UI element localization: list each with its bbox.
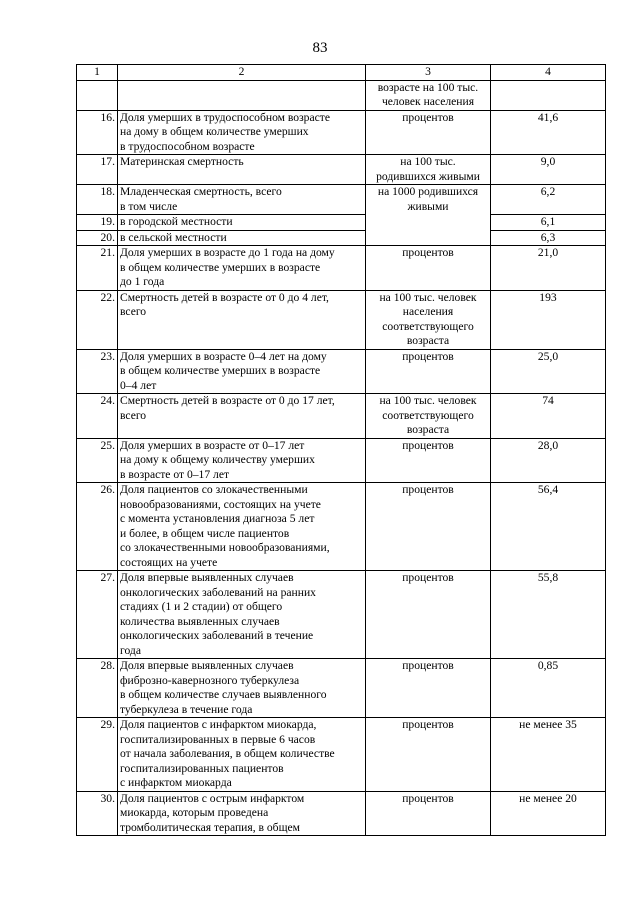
unit-of-measure: на 100 тыс. человек населения соответствующего возраста	[366, 290, 491, 349]
indicator-value	[491, 80, 606, 110]
indicator-name: Доля умерших в трудоспособном возрасте на дому в общем количестве умерших в трудоспособном возрасте	[118, 110, 366, 155]
indicator-name: Смертность детей в возрасте от 0 до 17 лет, всего	[118, 394, 366, 439]
indicator-value: 55,8	[491, 571, 606, 659]
indicator-value: 193	[491, 290, 606, 349]
indicator-value: 6,2	[491, 185, 606, 215]
unit-of-measure: процентов	[366, 110, 491, 155]
indicator-name: Младенческая смертность, всего в том числе	[118, 185, 366, 215]
table-row	[77, 185, 606, 215]
table-header-row	[77, 65, 606, 81]
indicator-name: в городской местности	[118, 215, 366, 231]
row-number: 30.	[77, 791, 118, 836]
unit-of-measure: процентов	[366, 438, 491, 483]
row-number: 17.	[77, 155, 118, 185]
table-row	[77, 155, 606, 185]
row-number: 23.	[77, 349, 118, 394]
indicator-name	[118, 80, 366, 110]
table-row	[77, 230, 606, 246]
indicator-value: 25,0	[491, 349, 606, 394]
unit-of-measure: процентов	[366, 349, 491, 394]
row-number	[77, 80, 118, 110]
table-row	[77, 394, 606, 439]
indicator-value: 56,4	[491, 483, 606, 571]
indicator-name: Доля пациентов с острым инфарктом миокарда, которым проведена тромболитическая терапия, в общем	[118, 791, 366, 836]
indicator-value: 28,0	[491, 438, 606, 483]
table-row	[77, 483, 606, 571]
row-number: 28.	[77, 659, 118, 718]
indicator-name: Доля умерших в возрасте 0–4 лет на дому в общем количестве умерших в возрасте 0–4 лет	[118, 349, 366, 394]
unit-of-measure: на 1000 родившихся живыми	[366, 185, 491, 246]
unit-of-measure: на 100 тыс. родившихся живыми	[366, 155, 491, 185]
table-row	[77, 246, 606, 291]
unit-of-measure: процентов	[366, 791, 491, 836]
indicator-name: Доля впервые выявленных случаев онкологических заболеваний на ранних стадиях (1 и 2 стадии) от общего количества выявленных случаев онкологических заболеваний в течение года	[118, 571, 366, 659]
table-row	[77, 215, 606, 231]
table-row	[77, 290, 606, 349]
page-number: 83	[312, 40, 328, 56]
indicator-value: 21,0	[491, 246, 606, 291]
indicator-name: Доля умерших в возрасте до 1 года на дому в общем количестве умерших в возрасте до 1 года	[118, 246, 366, 291]
row-number: 18.	[77, 185, 118, 215]
column-header-2: 2	[118, 65, 366, 81]
table-row	[77, 718, 606, 792]
unit-of-measure: процентов	[366, 571, 491, 659]
indicator-value: 41,6	[491, 110, 606, 155]
indicator-name: Доля умерших в возрасте от 0–17 лет на дому к общему количеству умерших в возрасте от 0–17 лет	[118, 438, 366, 483]
indicators-table	[76, 64, 606, 836]
unit-of-measure: процентов	[366, 246, 491, 291]
row-number: 20.	[77, 230, 118, 246]
row-number: 22.	[77, 290, 118, 349]
indicator-value: не менее 35	[491, 718, 606, 792]
indicator-value: 6,3	[491, 230, 606, 246]
row-number: 25.	[77, 438, 118, 483]
indicator-name: в сельской местности	[118, 230, 366, 246]
table-row	[77, 80, 606, 110]
row-number: 26.	[77, 483, 118, 571]
row-number: 29.	[77, 718, 118, 792]
column-header-3: 3	[366, 65, 491, 81]
table-row	[77, 110, 606, 155]
table-row	[77, 659, 606, 718]
unit-of-measure: процентов	[366, 659, 491, 718]
indicator-value: 6,1	[491, 215, 606, 231]
indicator-name: Доля пациентов со злокачественными новообразованиями, состоящих на учете с момента установления диагноза 5 лет и более, в общем числе пациентов со злокачественными новообразованиями, состоящих на учете	[118, 483, 366, 571]
table-row	[77, 571, 606, 659]
row-number: 27.	[77, 571, 118, 659]
column-header-4: 4	[491, 65, 606, 81]
unit-of-measure: на 100 тыс. человек соответствующего возраста	[366, 394, 491, 439]
unit-of-measure: процентов	[366, 718, 491, 792]
table-row	[77, 349, 606, 394]
unit-of-measure: возрасте на 100 тыс. человек населения	[366, 80, 491, 110]
indicator-name: Доля впервые выявленных случаев фиброзно-кавернозного туберкулеза в общем количестве случаев выявленного туберкулеза в течение года	[118, 659, 366, 718]
row-number: 16.	[77, 110, 118, 155]
indicator-value: 0,85	[491, 659, 606, 718]
row-number: 24.	[77, 394, 118, 439]
table-row	[77, 438, 606, 483]
indicator-value: не менее 20	[491, 791, 606, 836]
row-number: 19.	[77, 215, 118, 231]
indicator-name: Материнская смертность	[118, 155, 366, 185]
unit-of-measure: процентов	[366, 483, 491, 571]
row-number: 21.	[77, 246, 118, 291]
indicator-value: 74	[491, 394, 606, 439]
column-header-1: 1	[77, 65, 118, 81]
indicator-value: 9,0	[491, 155, 606, 185]
table-row	[77, 791, 606, 836]
indicator-name: Смертность детей в возрасте от 0 до 4 лет, всего	[118, 290, 366, 349]
indicator-name: Доля пациентов с инфарктом миокарда, госпитализированных в первые 6 часов от начала заболевания, в общем количестве госпитализированных пациентов с инфарктом миокарда	[118, 718, 366, 792]
